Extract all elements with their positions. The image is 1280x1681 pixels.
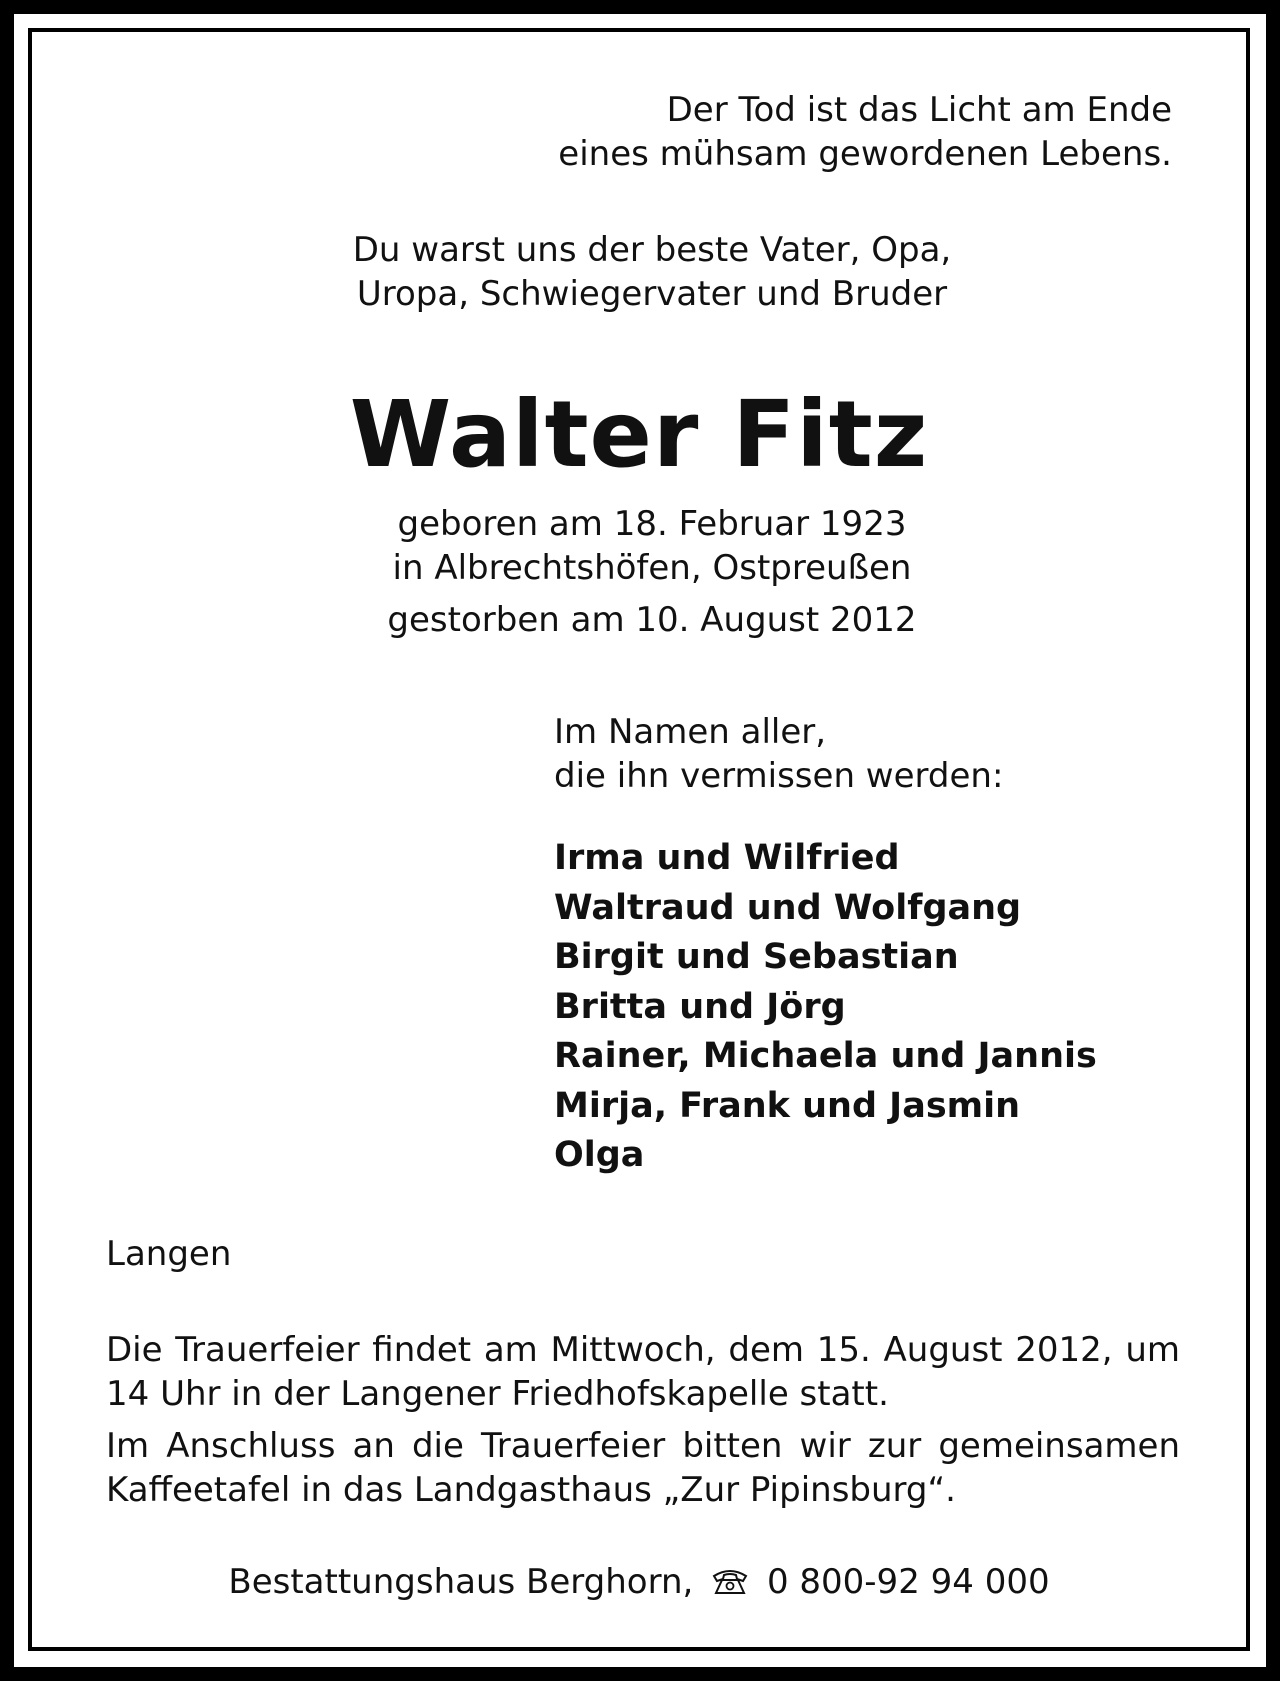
funeral-home-phone: 0 800-92 94 000 <box>766 1562 1050 1602</box>
family-member: Olga <box>554 1135 645 1175</box>
on-behalf-line-2: die ihn vermissen werden: <box>554 756 1004 796</box>
place-name: Langen <box>106 1234 232 1274</box>
family-member: Waltraud und Wolfgang <box>554 887 1022 928</box>
birth-date: geboren am 18. Februar 1923 <box>397 504 907 544</box>
tribute-text <box>352 228 952 316</box>
telephone-icon <box>710 1560 750 1604</box>
life-dates <box>352 502 952 642</box>
family-list <box>554 834 1097 1181</box>
ceremony-paragraph-1: Die Trauerfeier findet am Mittwoch, dem 15. August 2012, um 14 Uhr in der Langener Friedhofskapelle statt. <box>106 1330 1180 1414</box>
quote-line-1: Der Tod ist das Licht am Ende <box>666 90 1172 130</box>
deceased-name: Walter Fitz <box>349 381 929 488</box>
funeral-home-name: Bestattungshaus Berghorn, <box>228 1562 694 1602</box>
quote-line-2: eines mühsam gewordenen Lebens. <box>558 134 1172 174</box>
tribute-line-1: Du warst uns der beste Vater, Opa, <box>352 230 952 270</box>
family-member: Britta und Jörg <box>554 986 846 1027</box>
obituary-notice <box>28 28 1250 1651</box>
family-member: Rainer, Michaela und Jannis <box>554 1036 1097 1076</box>
tribute-line-2: Uropa, Schwiegervater und Bruder <box>356 274 948 314</box>
on-behalf-line-1: Im Namen aller, <box>554 712 827 752</box>
outer-frame <box>14 14 1266 1667</box>
family-member: Irma und Wilfried <box>554 838 900 878</box>
ceremony-details <box>106 1328 1180 1520</box>
death-date: gestorben am 10. August 2012 <box>387 600 917 640</box>
opening-quote <box>558 88 1172 176</box>
funeral-home-line <box>32 1560 1246 1604</box>
on-behalf-text <box>554 710 1003 798</box>
family-member: Birgit und Sebastian <box>554 937 959 977</box>
ceremony-paragraph-2: Im Anschluss an die Trauerfeier bitten wir zur gemeinsamen Kaffeetafel in das Landgasthaus „Zur Pipinsburg“. <box>106 1426 1180 1510</box>
family-member: Mirja, Frank und Jasmin <box>554 1085 1021 1126</box>
birth-place: in Albrechtshöfen, Ostpreußen <box>392 548 912 588</box>
